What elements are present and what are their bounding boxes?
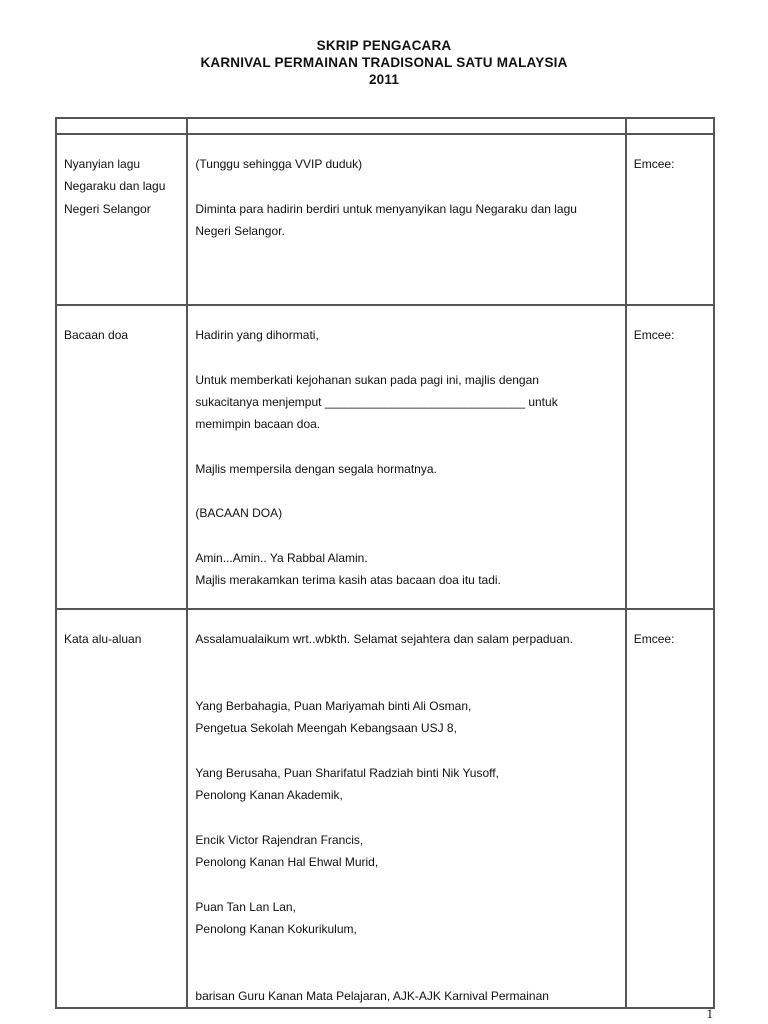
text-line: Encik Victor Rajendran Francis, — [195, 832, 364, 847]
text-line — [195, 525, 617, 547]
text-line: Negaraku dan lagu — [64, 179, 166, 194]
header-cell-item — [56, 118, 187, 134]
text-line: Amin...Amin.. Ya Rabbal Alamin. — [195, 550, 368, 565]
text-line: Puan Tan Lan Lan, — [195, 899, 296, 914]
text-line — [195, 873, 617, 895]
text-line — [195, 673, 617, 695]
text-line: Majlis mempersila dengan segala hormatnya. — [195, 461, 437, 476]
table-row — [56, 134, 714, 305]
script-cell — [187, 609, 625, 1008]
text-line: Yang Berbahagia, Puan Mariyamah binti Ali Osman, — [195, 698, 472, 713]
text-line — [195, 650, 617, 672]
role-cell: Emcee: — [626, 305, 714, 609]
text-line — [195, 962, 617, 984]
script-cell — [187, 134, 625, 305]
role-cell: Emcee: — [626, 609, 714, 1008]
script-cell — [187, 305, 625, 609]
text-line: Hadirin yang dihormati, — [195, 328, 319, 342]
text-line — [195, 435, 617, 457]
title-line-2: KARNIVAL PERMAINAN TRADISONAL SATU MALAYSIA — [200, 55, 568, 70]
text-line: Penolong Kanan Hal Ehwal Murid, — [195, 854, 379, 869]
text-line — [195, 739, 617, 761]
header-row — [56, 118, 714, 134]
text-line — [195, 806, 617, 828]
text-line — [195, 480, 617, 502]
text-line: Negeri Selangor. — [195, 223, 285, 238]
text-line: Nyanyian lagu — [64, 157, 141, 171]
text-line: (Tunggu sehingga VVIP duduk) — [195, 157, 363, 171]
text-line: Penolong Kanan Kokurikulum, — [195, 921, 357, 936]
text-line: Assalamualaikum wrt..wbkth. Selamat sejahtera dan salam perpaduan. — [195, 632, 573, 646]
role-cell: Emcee: — [626, 134, 714, 305]
script-table — [55, 117, 715, 1009]
text-line: Kata alu-aluan — [64, 632, 142, 646]
text-line: Negeri Selangor — [64, 201, 151, 216]
title-line-3: 2011 — [368, 72, 400, 87]
text-line: Bacaan doa — [64, 328, 129, 342]
text-line: sukacitanya menjemput ______________________________ untuk — [195, 394, 558, 409]
item-cell — [56, 305, 187, 609]
text-line: Majlis merakamkan terima kasih atas bacaan doa itu tadi. — [195, 573, 501, 588]
table-row — [56, 609, 714, 1008]
text-line — [195, 346, 617, 368]
item-cell — [56, 609, 187, 1008]
text-line: Diminta para hadirin berdiri untuk menyanyikan lagu Negaraku dan lagu — [195, 201, 577, 216]
text-line: Pengetua Sekolah Meengah Kebangsaan USJ 8, — [195, 721, 457, 736]
header-cell-script — [187, 118, 625, 134]
page-number: 1 — [706, 1006, 713, 1021]
table-row — [56, 305, 714, 609]
text-line — [195, 940, 617, 962]
header-cell-role — [626, 118, 714, 134]
title-line-1: SKRIP PENGACARA — [316, 38, 452, 53]
document-title — [0, 37, 768, 88]
text-line: memimpin bacaan doa. — [195, 417, 321, 432]
item-cell — [56, 134, 187, 305]
text-line: Untuk memberkati kejohanan sukan pada pagi ini, majlis dengan — [195, 372, 539, 387]
text-line: barisan Guru Kanan Mata Pelajaran, AJK-AJK Karnival Permainan — [195, 988, 549, 1003]
text-line: Penolong Kanan Akademik, — [195, 788, 343, 803]
text-line — [195, 175, 617, 197]
text-line: Yang Berusaha, Puan Sharifatul Radziah binti Nik Yusoff, — [195, 765, 499, 780]
text-line: (BACAAN DOA) — [195, 506, 283, 521]
